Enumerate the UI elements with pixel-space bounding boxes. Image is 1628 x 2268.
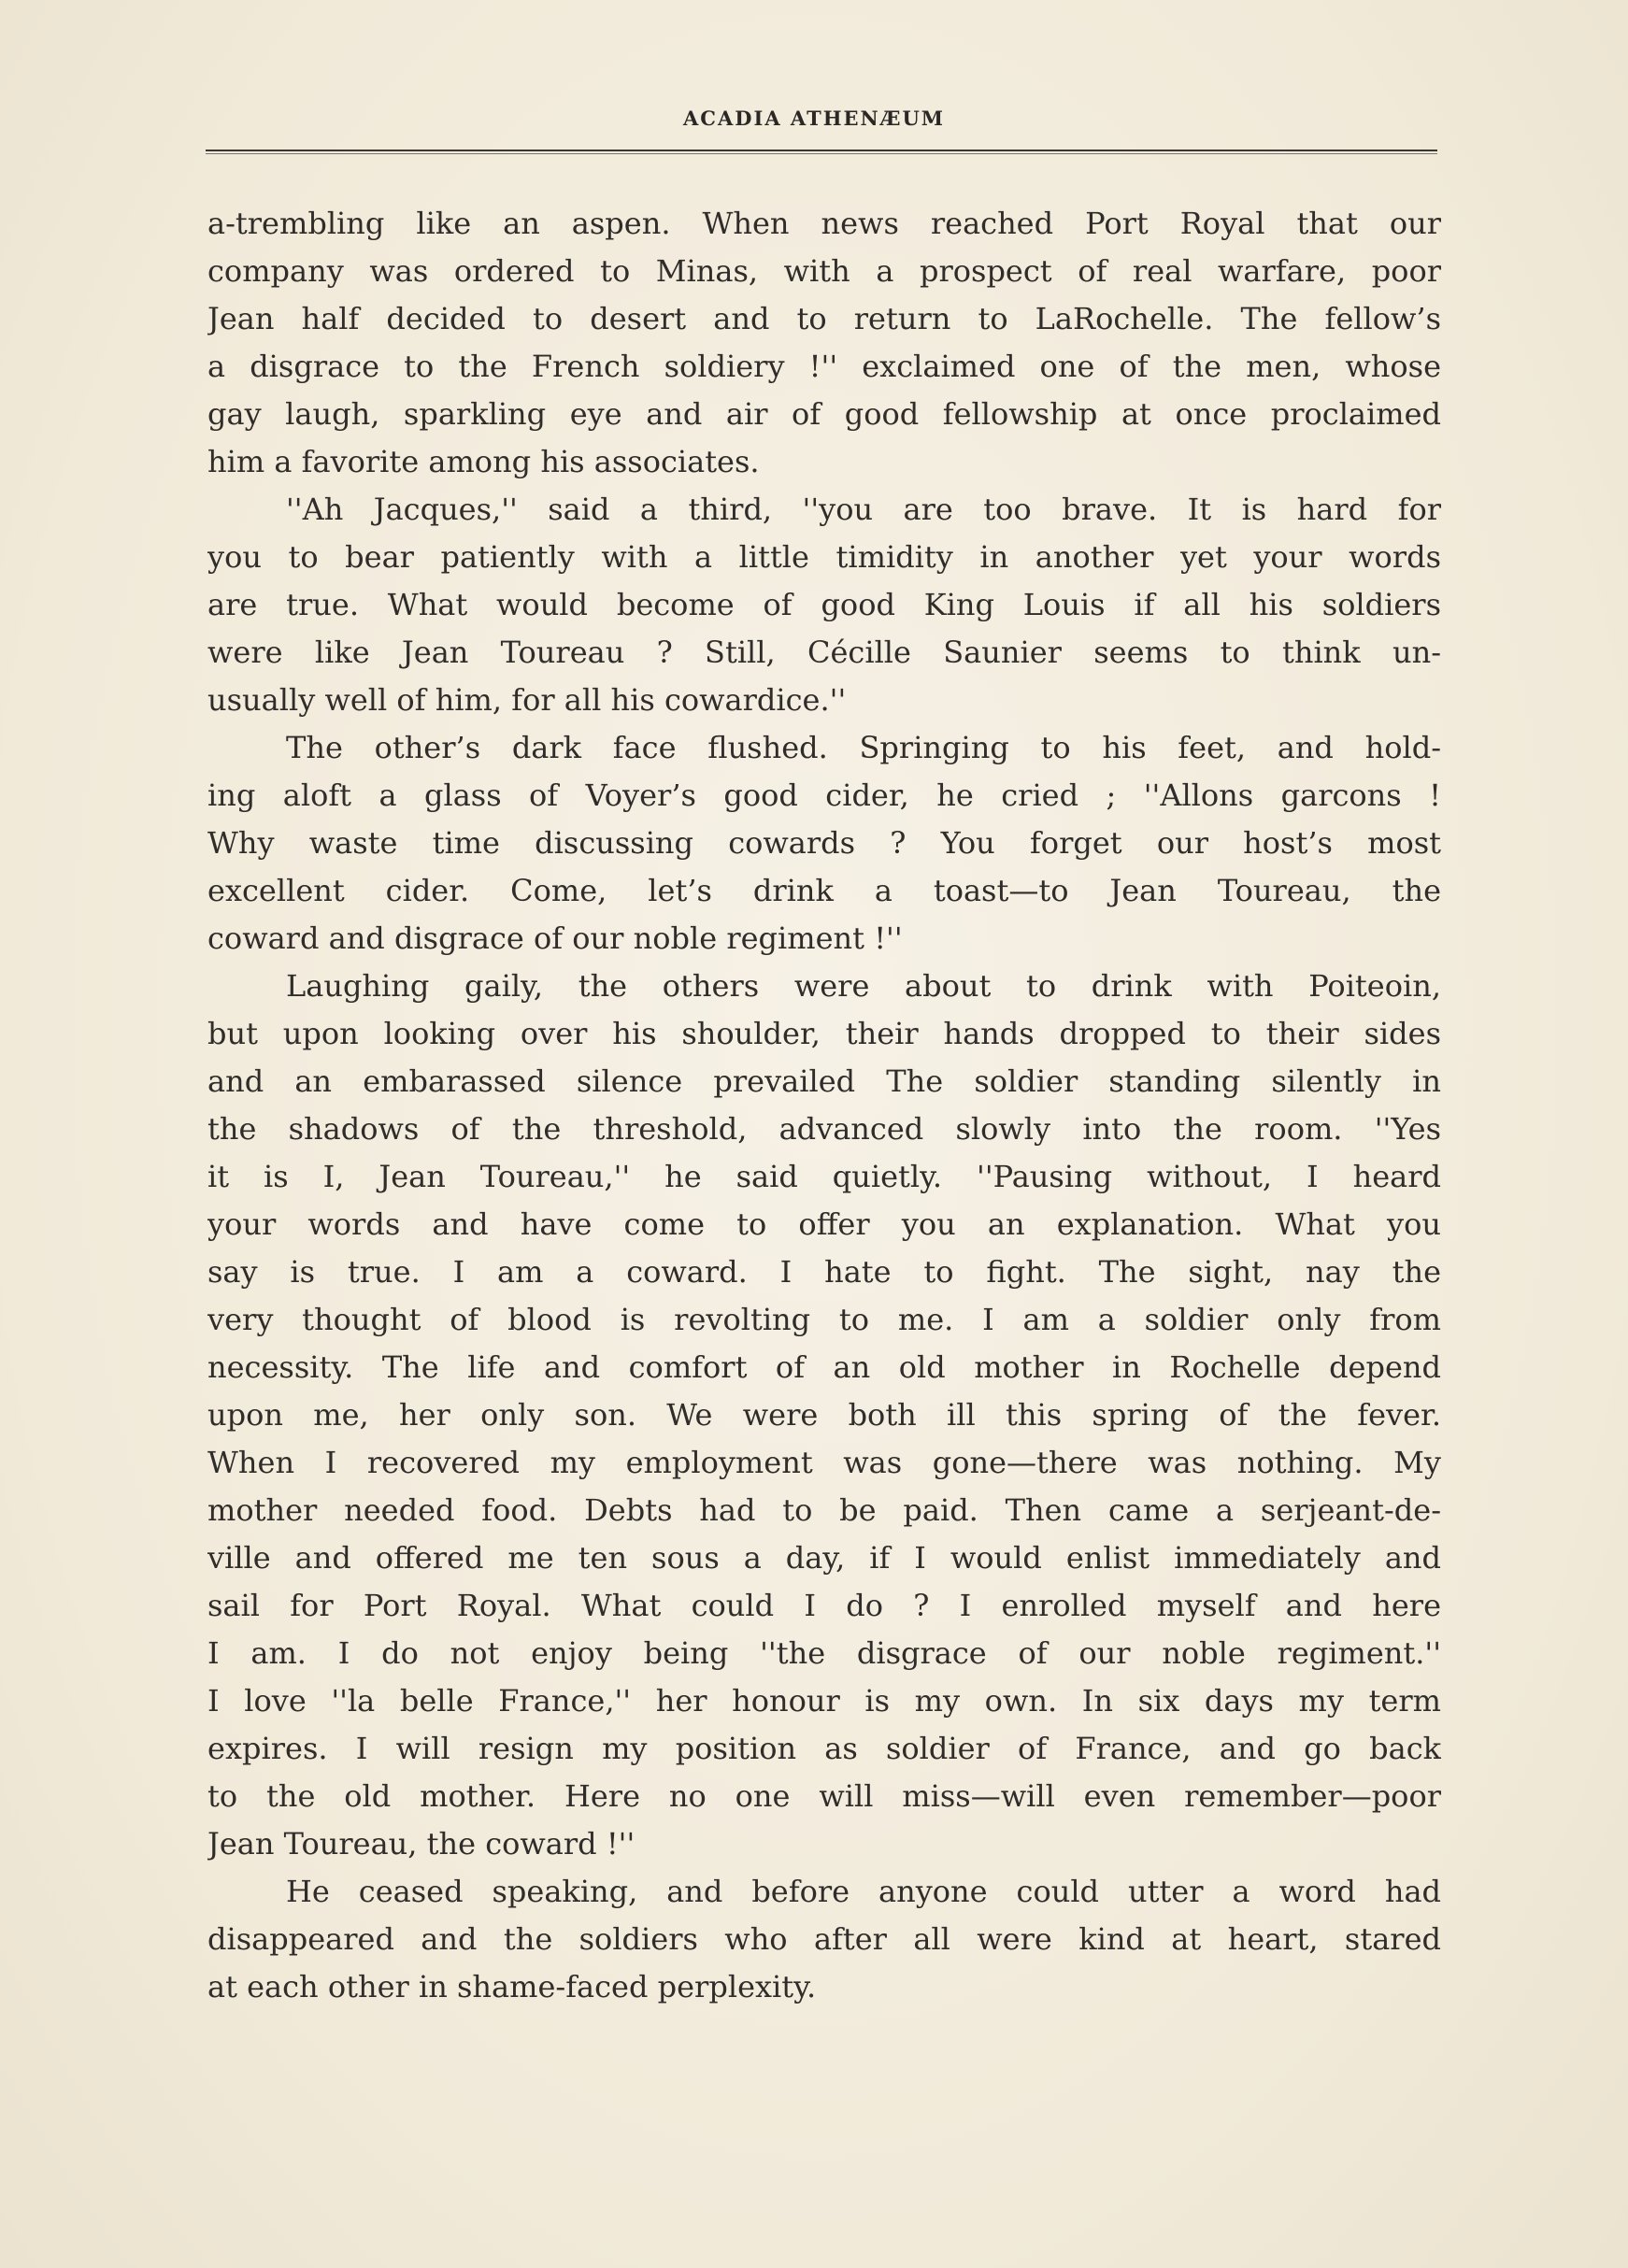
text-line: expires. I will resign my position as soldier of France, and go back [207, 1731, 1441, 1766]
text-line: your words and have come to offer you an explanation. What you [207, 1206, 1441, 1242]
text-line: it is I, Jean Toureau,'' he said quietly. ''Pausing without, I heard [207, 1159, 1441, 1194]
text-line: ing aloft a glass of Voyer’s good cider, he cried ; ''Allons garcons ! [207, 777, 1441, 813]
text-line: The other’s dark face flushed. Springing to his feet, and hold- [286, 730, 1441, 765]
text-line: say is true. I am a coward. I hate to fight. The sight, nay the [207, 1254, 1441, 1290]
text-line: He ceased speaking, and before anyone could utter a word had [286, 1874, 1441, 1909]
text-line: coward and disgrace of our noble regiment !'' [207, 920, 903, 956]
text-line: Jean half decided to desert and to return to LaRochelle. The fellow’s [207, 301, 1441, 336]
text-line: a-trembling like an aspen. When news reached Port Royal that our [207, 206, 1441, 241]
text-line: the shadows of the threshold, advanced slowly into the room. ''Yes [207, 1111, 1441, 1147]
text-line: at each other in shame-faced perplexity. [207, 1969, 817, 2004]
text-line: excellent cider. Come, let’s drink a toast—to Jean Toureau, the [207, 873, 1441, 908]
running-header: ACADIA ATHENÆUM [682, 107, 946, 130]
text-line: company was ordered to Minas, with a prospect of real warfare, poor [207, 253, 1441, 289]
text-line: I love ''la belle France,'' her honour is my own. In six days my term [207, 1683, 1441, 1719]
text-line: necessity. The life and comfort of an old mother in Rochelle depend [207, 1349, 1441, 1385]
text-line: disappeared and the soldiers who after all were kind at heart, stared [207, 1921, 1441, 1957]
header-rule [206, 150, 1437, 151]
text-line: Laughing gaily, the others were about to drink with Poiteoin, [286, 968, 1441, 1004]
text-line: but upon looking over his shoulder, their hands dropped to their sides [207, 1016, 1441, 1051]
text-line: Jean Toureau, the coward !'' [207, 1826, 635, 1861]
text-line: When I recovered my employment was gone—there was nothing. My [207, 1445, 1441, 1480]
text-line: were like Jean Toureau ? Still, Cécille Saunier seems to think un- [207, 635, 1441, 670]
text-line: sail for Port Royal. What could I do ? I enrolled myself and here [207, 1588, 1441, 1623]
body-text [207, 200, 1441, 2011]
text-line: and an embarassed silence prevailed The soldier standing silently in [207, 1063, 1441, 1099]
text-line: ville and offered me ten sous a day, if I would enlist immediately and [207, 1540, 1441, 1576]
text-line: ''Ah Jacques,'' said a third, ''you are too brave. It is hard for [286, 492, 1441, 527]
header-rule-thin [206, 153, 1437, 154]
text-line: I am. I do not enjoy being ''the disgrace of our noble regiment.'' [207, 1635, 1441, 1671]
text-line: to the old mother. Here no one will miss—will even remember—poor [207, 1778, 1441, 1814]
text-line: very thought of blood is revolting to me. I am a soldier only from [207, 1302, 1441, 1337]
text-line: you to bear patiently with a little timidity in another yet your words [207, 539, 1441, 575]
text-line: a disgrace to the French soldiery !'' exclaimed one of the men, whose [207, 349, 1441, 384]
text-line: mother needed food. Debts had to be paid. Then came a serjeant-de- [207, 1492, 1441, 1528]
text-line: usually well of him, for all his cowardice.'' [207, 682, 847, 718]
text-line: him a favorite among his associates. [207, 444, 760, 479]
text-line: gay laugh, sparkling eye and air of good fellowship at once proclaimed [207, 396, 1441, 432]
text-line: Why waste time discussing cowards ? You forget our host’s most [207, 825, 1441, 861]
text-line: upon me, her only son. We were both ill this spring of the fever. [207, 1397, 1441, 1433]
text-line: are true. What would become of good King Louis if all his soldiers [207, 587, 1441, 622]
